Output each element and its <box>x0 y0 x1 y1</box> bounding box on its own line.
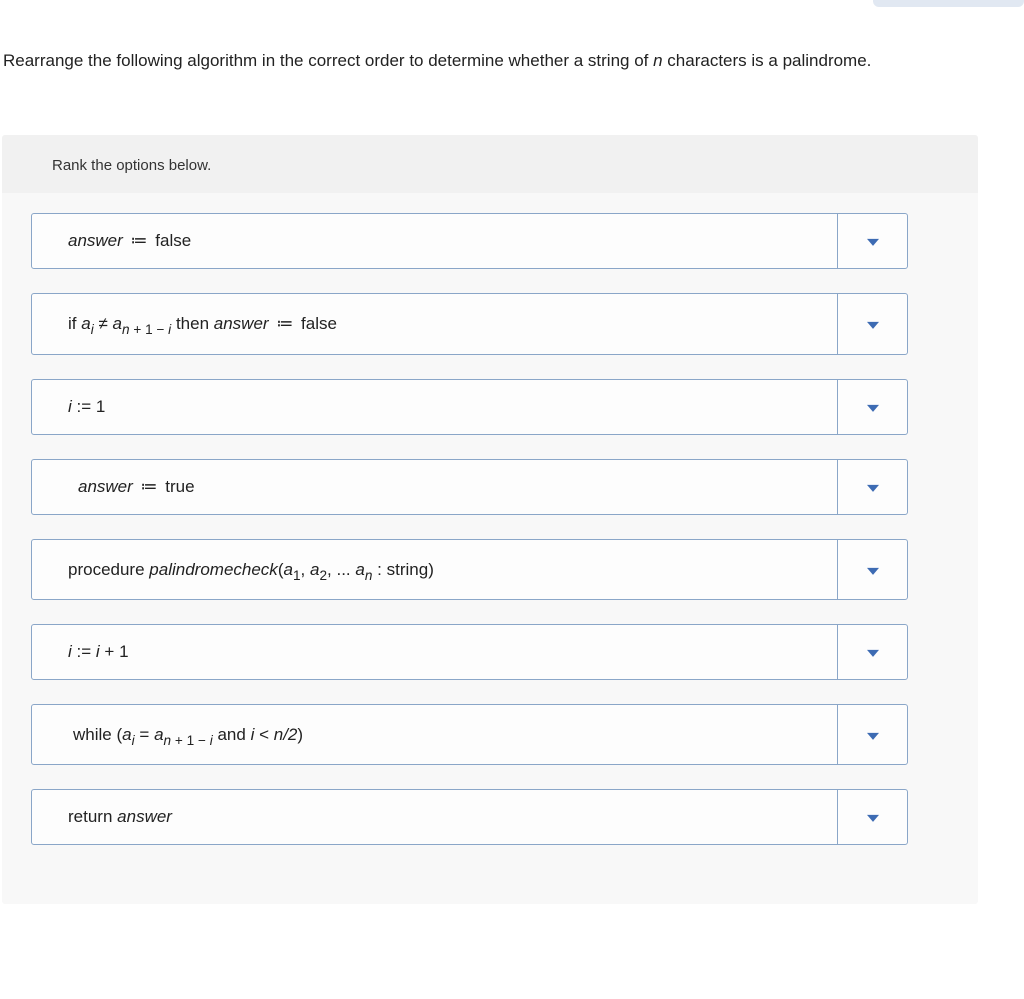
rank-instruction: Rank the options below. <box>52 157 212 174</box>
chevron-down-icon <box>867 322 879 329</box>
item-label: if $a_i \ne a_{n + 1 - i}$ then answer ≔ false <box>68 314 337 337</box>
rank-dropdown[interactable] <box>837 214 907 268</box>
item-label: i := i + 1 <box>68 642 129 661</box>
chevron-down-icon <box>867 405 879 412</box>
item-label: answer ≔ true <box>78 477 195 496</box>
rank-item-return[interactable] <box>31 789 908 845</box>
rank-dropdown[interactable] <box>837 625 907 679</box>
rank-dropdown[interactable] <box>837 540 907 599</box>
item-label: i := 1 <box>68 397 106 416</box>
chevron-down-icon <box>867 815 879 822</box>
panel-header <box>2 135 978 193</box>
item-label: procedure $palindromecheck(a_1$, $a_2$, ... $a_n$ : string) <box>68 559 434 583</box>
rank-dropdown[interactable] <box>837 790 907 844</box>
rank-dropdown[interactable] <box>837 460 907 514</box>
rank-item-while[interactable] <box>31 704 908 765</box>
rank-item-answer-false[interactable] <box>31 213 908 269</box>
item-label: return answer <box>68 807 172 826</box>
chevron-down-icon <box>867 485 879 492</box>
chevron-down-icon <box>867 239 879 246</box>
rank-item-i-increment[interactable] <box>31 624 908 680</box>
rank-dropdown[interactable] <box>837 380 907 434</box>
chevron-down-icon <box>867 732 879 739</box>
rank-item-i-init[interactable] <box>31 379 908 435</box>
rank-dropdown[interactable] <box>837 294 907 354</box>
rank-dropdown[interactable] <box>837 705 907 764</box>
chevron-down-icon <box>867 650 879 657</box>
top-tab[interactable] <box>873 0 1024 7</box>
question-prompt: Rearrange the following algorithm in the correct order to determine whether a string of n characters is a palindrome. <box>3 51 872 70</box>
item-label: answer ≔ false <box>68 231 192 250</box>
item-label: while ($a_i = a_{n + 1 - i}$ and i < n/2) <box>73 724 304 748</box>
chevron-down-icon <box>867 567 879 574</box>
rank-item-procedure[interactable] <box>31 539 908 600</box>
rank-item-if-then[interactable] <box>31 293 908 355</box>
rank-item-answer-true[interactable] <box>31 459 908 515</box>
